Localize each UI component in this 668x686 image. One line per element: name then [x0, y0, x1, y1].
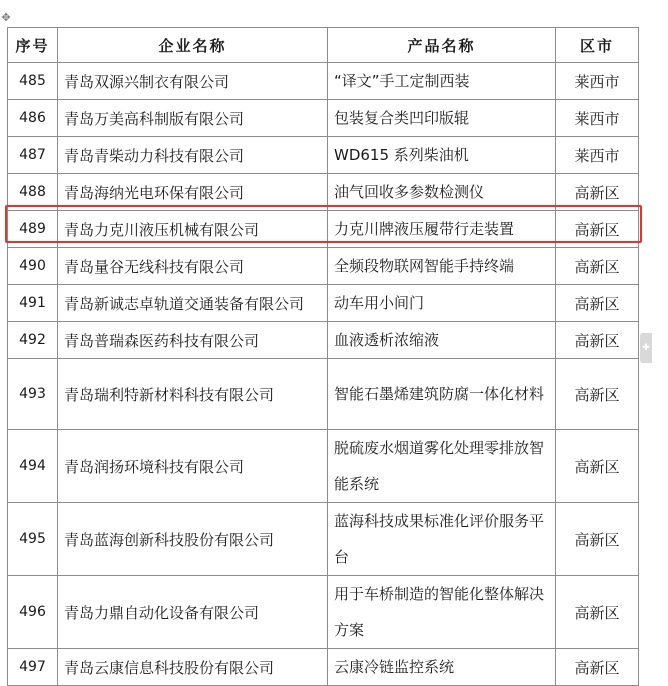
row-district: 高新区: [556, 174, 639, 211]
row-product: 脱硫废水烟道雾化处理零排放智能系统: [328, 430, 556, 503]
row-num: 488: [8, 174, 58, 211]
row-company: 青岛青柴动力科技有限公司: [58, 137, 328, 174]
row-product: WD615 系列柴油机: [328, 137, 556, 174]
table-row: [8, 285, 639, 322]
row-product: 用于车桥制造的智能化整体解决方案: [328, 576, 556, 649]
table-row: [8, 137, 639, 174]
row-num: 497: [8, 649, 58, 686]
header-num: 序号: [8, 28, 58, 63]
row-product: 力克川牌液压履带行走装置: [328, 211, 556, 248]
row-product: “译文”手工定制西装: [328, 63, 556, 100]
row-company: 青岛瑞利特新材料科技有限公司: [58, 359, 328, 430]
row-district: 高新区: [556, 285, 639, 322]
table-header-row: [8, 28, 639, 63]
row-product: 包装复合类凹印版辊: [328, 100, 556, 137]
row-company: 青岛新诚志卓轨道交通装备有限公司: [58, 285, 328, 322]
row-product: 动车用小间门: [328, 285, 556, 322]
row-product: 血液透析浓缩液: [328, 322, 556, 359]
row-company: 青岛力鼎自动化设备有限公司: [58, 576, 328, 649]
row-district: 高新区: [556, 649, 639, 686]
table-row: [8, 322, 639, 359]
row-num: 492: [8, 322, 58, 359]
row-company: 青岛蓝海创新科技股份有限公司: [58, 503, 328, 576]
row-num: 495: [8, 503, 58, 576]
row-product: 油气回收多参数检测仪: [328, 174, 556, 211]
table-row: [8, 359, 639, 430]
header-company: 企业名称: [58, 28, 328, 63]
row-product: 全频段物联网智能手持终端: [328, 248, 556, 285]
row-district: 莱西市: [556, 137, 639, 174]
table-row: [8, 576, 639, 649]
row-district: 高新区: [556, 248, 639, 285]
header-district: 区市: [556, 28, 639, 63]
row-num: 487: [8, 137, 58, 174]
row-district: 高新区: [556, 503, 639, 576]
table-row: [8, 430, 639, 503]
row-company: 青岛海纳光电环保有限公司: [58, 174, 328, 211]
row-district: 莱西市: [556, 100, 639, 137]
row-district: 高新区: [556, 211, 639, 248]
row-district: 高新区: [556, 322, 639, 359]
row-company: 青岛普瑞森医药科技有限公司: [58, 322, 328, 359]
enterprise-product-table: [7, 27, 639, 686]
row-num: 491: [8, 285, 58, 322]
row-company: 青岛云康信息科技股份有限公司: [58, 649, 328, 686]
table-row: [8, 100, 639, 137]
row-num: 490: [8, 248, 58, 285]
row-product: 云康冷链监控系统: [328, 649, 556, 686]
row-district: 高新区: [556, 576, 639, 649]
row-num: 494: [8, 430, 58, 503]
row-company: 青岛力克川液压机械有限公司: [58, 211, 328, 248]
row-num: 493: [8, 359, 58, 430]
row-district: 高新区: [556, 430, 639, 503]
row-product: 蓝海科技成果标准化评价服务平台: [328, 503, 556, 576]
table-row: [8, 248, 639, 285]
row-district: 莱西市: [556, 63, 639, 100]
row-district: 高新区: [556, 359, 639, 430]
table-row: [8, 63, 639, 100]
row-product: 智能石墨烯建筑防腐一体化材料: [328, 359, 556, 430]
row-num: 486: [8, 100, 58, 137]
expand-tab-icon[interactable]: ✚: [640, 333, 652, 363]
move-icon[interactable]: ✥: [1, 11, 11, 24]
row-company: 青岛润扬环境科技有限公司: [58, 430, 328, 503]
header-product: 产品名称: [328, 28, 556, 63]
row-num: 485: [8, 63, 58, 100]
row-company: 青岛万美高科制版有限公司: [58, 100, 328, 137]
table-row: [8, 503, 639, 576]
row-company: 青岛量谷无线科技有限公司: [58, 248, 328, 285]
row-company: 青岛双源兴制衣有限公司: [58, 63, 328, 100]
row-num: 489: [8, 211, 58, 248]
row-highlight-box: [5, 205, 642, 243]
table-row: [8, 649, 639, 686]
row-num: 496: [8, 576, 58, 649]
